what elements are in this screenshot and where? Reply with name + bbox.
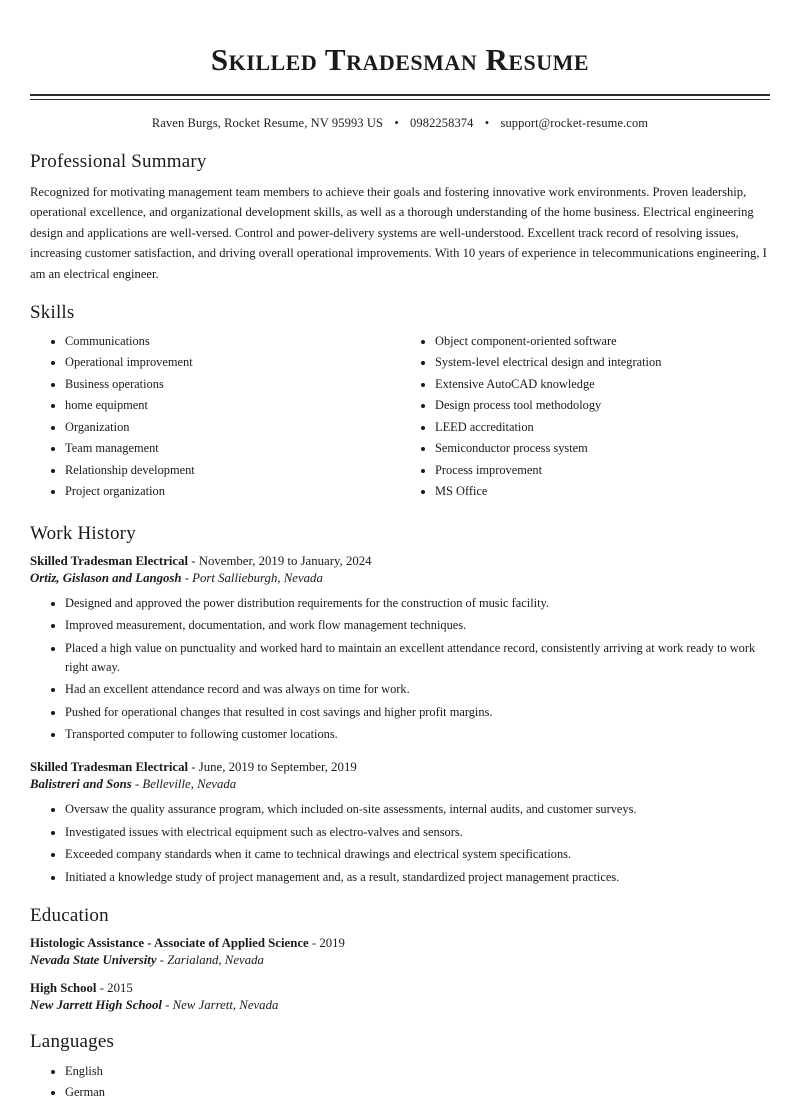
separator-dash: -: [181, 570, 193, 585]
education-degree-line: [30, 936, 770, 951]
list-item: • Process improvement: [435, 462, 770, 480]
section-title-summary: Professional Summary: [30, 151, 207, 172]
list-item: • Business operations: [65, 376, 400, 394]
list-item: • Semiconductor process system: [435, 440, 770, 458]
list-item: • Team management: [65, 440, 400, 458]
work-location: Port Sallieburgh, Nevada: [192, 570, 323, 585]
contact-line: [30, 116, 770, 131]
education-location: New Jarrett, Nevada: [172, 997, 279, 1012]
page-title: Skilled Tradesman Resume: [210, 42, 590, 77]
list-item: • German: [65, 1083, 770, 1102]
work-company: Balistreri and Sons: [30, 777, 132, 792]
work-bullets: [30, 800, 770, 886]
education-degree: Histologic Assistance - Associate of Applied Science: [30, 935, 309, 950]
section-title-education: Education: [30, 904, 109, 926]
work-job-dates: June, 2019 to September, 2019: [198, 760, 357, 775]
list-item: • Object component-oriented software: [435, 333, 770, 351]
work-entry-headline: [30, 554, 770, 569]
list-item: • Extensive AutoCAD knowledge: [435, 376, 770, 394]
list-item: • Placed a high value on punctuality and worked hard to maintain an excellent attendance record, consistently arriving at work ready to work right away.: [65, 639, 770, 676]
list-item: • Communications: [65, 333, 400, 351]
education-degree: High School: [30, 980, 97, 995]
list-item: • Relationship development: [65, 462, 400, 480]
contact-separator-2: •: [484, 116, 490, 130]
list-item: • Organization: [65, 419, 400, 437]
education-year: 2015: [107, 980, 133, 995]
work-entry-company-line: [30, 571, 770, 586]
list-item: • System-level electrical design and integration: [435, 354, 770, 372]
list-item: • Oversaw the quality assurance program, which included on-site assessments, internal audits, and customer surveys.: [65, 800, 770, 819]
list-item: • Pushed for operational changes that resulted in cost savings and higher profit margins.: [65, 703, 770, 722]
education-school: Nevada State University: [30, 952, 157, 967]
work-company: Ortiz, Gislason and Langosh: [30, 570, 182, 585]
skills-list-right: [400, 333, 770, 501]
languages-list: [30, 1062, 770, 1102]
list-item: • Investigated issues with electrical equipment such as electro-valves and sensors.: [65, 823, 770, 842]
skills-column-right: [400, 333, 770, 505]
education-school-line: [30, 998, 770, 1013]
list-item: • Had an excellent attendance record and was always on time for work.: [65, 680, 770, 699]
list-item: • English: [65, 1062, 770, 1081]
skills-column-left: [30, 333, 400, 505]
contact-separator-1: •: [394, 116, 399, 130]
list-item: • Initiated a knowledge study of project management and, as a result, standardized project management practices.: [65, 868, 770, 887]
separator-dash: -: [188, 553, 199, 568]
work-entry-headline: [30, 760, 770, 775]
work-entry: [30, 554, 770, 744]
separator-dash: -: [161, 997, 173, 1012]
skills-list-left: [30, 333, 400, 501]
list-item: • Design process tool methodology: [435, 397, 770, 415]
section-title-skills: Skills: [30, 301, 75, 323]
title-divider: [30, 94, 770, 100]
contact-name-address: Raven Burgs, Rocket Resume, NV 95993 US: [151, 116, 384, 130]
list-item: • Designed and approved the power distribution requirements for the construction of music facility.: [65, 594, 770, 613]
work-job-title: Skilled Tradesman Electrical: [30, 553, 189, 568]
separator-dash: -: [96, 980, 108, 995]
skills-columns: [30, 333, 770, 505]
work-job-title: Skilled Tradesman Electrical: [30, 760, 189, 775]
work-location: Belleville, Nevada: [142, 777, 237, 792]
separator-dash: -: [156, 952, 168, 967]
contact-phone: 0982258374: [410, 116, 474, 130]
work-job-dates: November, 2019 to January, 2024: [198, 553, 372, 568]
list-item: • Project organization: [65, 483, 400, 501]
separator-dash: -: [131, 777, 143, 792]
list-item: • Improved measurement, documentation, and work flow management techniques.: [65, 616, 770, 635]
separator-dash: -: [188, 760, 199, 775]
summary-text: Recognized for motivating management team members to achieve their goals and fostering innovative work environments. Proven leadership, operational excellence, and organizational development skills, as well as a thorough understanding of the home business. Electrical engineering design and applications are well-versed. Control and power-delivery systems are well-understood. Excellent track record of resolving issues, increasing customer satisfaction, and driving overall operational improvements. With 10 years of experience in telecommunications engineering, I am an electrical engineer.: [30, 185, 767, 281]
list-item: • Exceeded company standards when it came to technical drawings and electrical system specifications.: [65, 845, 770, 864]
education-school: New Jarrett High School: [30, 997, 162, 1012]
education-entry: [30, 936, 770, 968]
education-entry: [30, 981, 770, 1013]
list-item: • LEED accreditation: [435, 419, 770, 437]
work-entry-company-line: [30, 777, 770, 792]
section-title-work-history: Work History: [30, 522, 136, 544]
list-item: • Operational improvement: [65, 354, 400, 372]
work-entry: [30, 760, 770, 886]
list-item: • home equipment: [65, 397, 400, 415]
work-bullets: [30, 594, 770, 744]
education-school-line: [30, 953, 770, 968]
list-item: • Transported computer to following customer locations.: [65, 725, 770, 744]
education-location: Zarialand, Nevada: [167, 952, 264, 967]
education-degree-line: [30, 981, 770, 996]
section-title-languages: Languages: [30, 1030, 115, 1052]
contact-email: support@rocket-resume.com: [500, 116, 649, 130]
education-year: 2019: [319, 935, 345, 950]
separator-dash: -: [308, 935, 320, 950]
list-item: • MS Office: [435, 483, 770, 501]
